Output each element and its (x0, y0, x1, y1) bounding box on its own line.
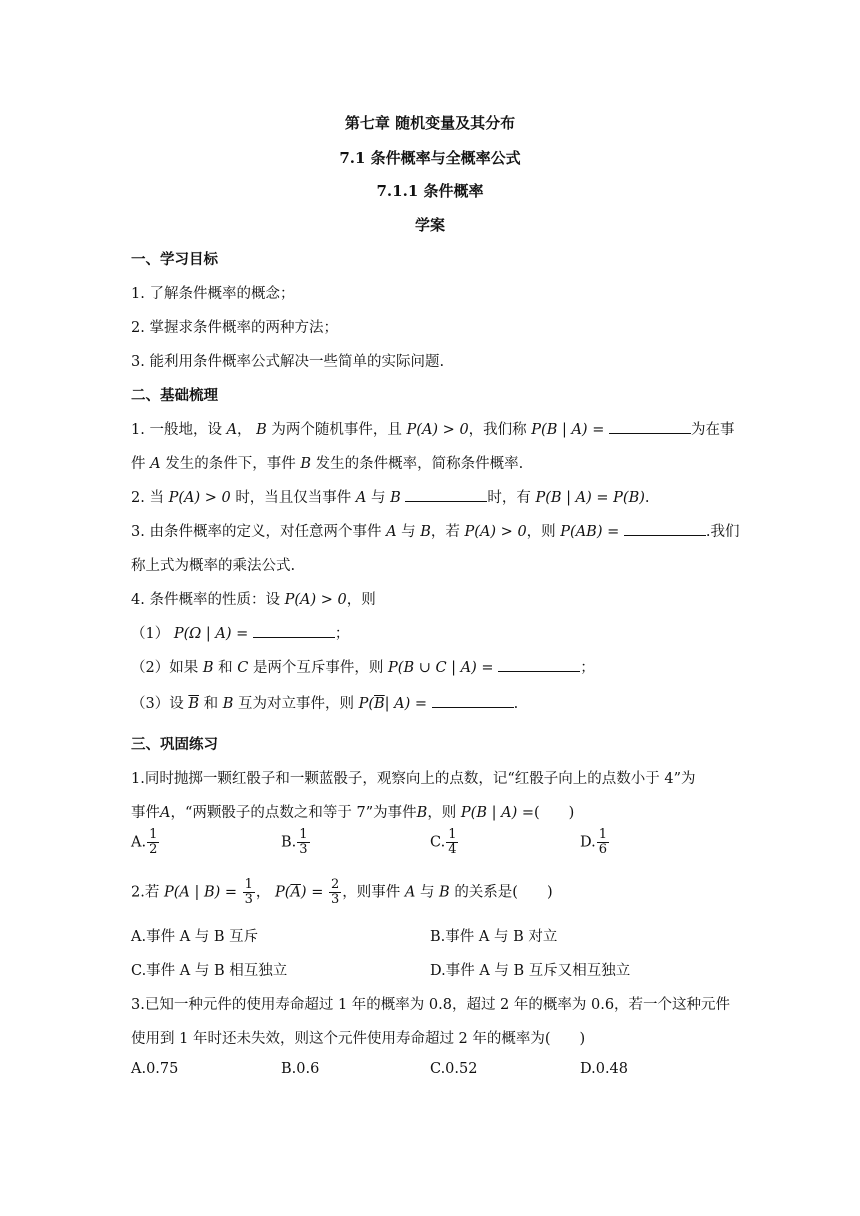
math-expr: P( (358, 696, 375, 712)
numerator: 1 (448, 827, 457, 842)
option-label: D. (580, 834, 596, 851)
text: ， (237, 422, 252, 438)
question-1-option-b[interactable] (281, 828, 311, 857)
question-3-option-a[interactable]: A.0.75 (131, 1061, 179, 1077)
doc-type-title: 学案 (414, 216, 445, 234)
text: 为在事 (690, 422, 735, 438)
math-var: A (355, 490, 367, 506)
goal-item-2: 2. 掌握求条件概率的两种方法； (131, 320, 338, 336)
text: 与 (419, 884, 435, 901)
text: 时，有 (487, 490, 531, 506)
section-title: 7.1 条件概率与全概率公式 (339, 149, 521, 167)
goal-item-3: 3. 能利用条件概率公式解决一些简单的实际问题. (131, 354, 445, 370)
math-expr: P(AB) = (560, 524, 620, 540)
goals-heading: 一、学习目标 (131, 251, 218, 268)
math-var-complement: $\overline{B}$ (188, 696, 199, 712)
math-var-complement: $\overline{B}$ (374, 696, 385, 712)
numerator: 2 (330, 877, 340, 892)
math-var: A (150, 456, 161, 472)
math-var: C (237, 660, 249, 676)
text: （3）设 (131, 696, 184, 712)
text: 互为对立事件，则 (237, 696, 354, 712)
math-expr: | A) = (384, 696, 428, 712)
option-label: B. (281, 834, 297, 851)
question-1-option-c[interactable] (430, 828, 459, 857)
text: ； (334, 626, 350, 642)
question-2-option-a[interactable]: A.事件 A 与 B 互斥 (131, 929, 259, 945)
math-var: B (300, 456, 311, 472)
basics-property-3 (131, 692, 518, 713)
text: . (513, 696, 519, 712)
numerator: 1 (244, 877, 253, 892)
math-var: B (256, 422, 267, 438)
numerator: 1 (299, 827, 308, 842)
text: 发生的条件下，事件 (165, 456, 296, 472)
question-2-option-c[interactable]: C.事件 A 与 B 相互独立 (131, 963, 288, 979)
text: ，则 (526, 524, 556, 540)
math-var: B (222, 696, 234, 712)
math-expr: P(Ω | A) = (173, 626, 249, 642)
math-var: B (439, 884, 450, 901)
basics-item-3-line-1 (131, 520, 739, 541)
subsection-title: 7.1.1 条件概率 (376, 182, 484, 200)
text: 和 (218, 660, 233, 676)
text: ， (255, 884, 271, 901)
numerator: 1 (598, 827, 607, 842)
denominator: 3 (299, 842, 308, 857)
fraction (147, 828, 159, 857)
denominator: 3 (330, 892, 340, 907)
fraction (329, 878, 341, 907)
text: 1. 一般地，设 (131, 422, 222, 438)
math-expr: P(A | B) = (163, 884, 238, 901)
basics-item-1-line-2 (131, 452, 523, 473)
text: （1） (131, 626, 170, 642)
basics-heading: 二、基础梳理 (131, 387, 218, 404)
text: 与 (371, 490, 386, 506)
text: 4. 条件概率的性质：设 (131, 592, 280, 608)
text: ，则 (346, 592, 376, 608)
text: 的关系是( ) (454, 884, 553, 901)
math-expr: P(B | A) = P(B) (535, 490, 645, 506)
denominator: 4 (448, 842, 457, 857)
math-var-complement: $\overline{A}$ (290, 884, 301, 901)
answer-blank[interactable] (498, 658, 580, 672)
fraction (597, 828, 609, 857)
question-1-line-1: 1.同时抛掷一颗红骰子和一颗蓝骰子，观察向上的点数，记“红骰子向上的点数小于 4”为 (131, 771, 696, 787)
text: 为两个随机事件，且 (271, 422, 402, 438)
question-1-option-d[interactable] (580, 828, 610, 857)
text: .我们 (705, 524, 740, 540)
question-2-stem (131, 878, 553, 907)
text: ，则事件 (342, 884, 401, 901)
math-var: A (386, 524, 397, 540)
text: ( ) (533, 805, 575, 821)
math-expr: P( (275, 884, 291, 901)
math-var: B (416, 805, 428, 821)
answer-blank[interactable] (624, 522, 706, 536)
question-2-option-d[interactable]: D.事件 A 与 B 互斥又相互独立 (430, 963, 631, 979)
question-3-line-2: 使用到 1 年时还未失效，则这个元件使用寿命超过 2 年的概率为( ) (131, 1031, 586, 1047)
text: ，若 (430, 524, 460, 540)
denominator: 6 (598, 842, 607, 857)
math-var: A (404, 884, 416, 901)
math-expr: ) = (300, 884, 324, 901)
text: 发生的条件概率，简称条件概率. (315, 456, 524, 472)
text: 2.若 (131, 884, 160, 901)
basics-item-4 (131, 588, 376, 609)
basics-item-3-line-2: 称上式为概率的乘法公式. (131, 558, 296, 574)
text: 件 (131, 456, 146, 472)
answer-blank[interactable] (609, 420, 691, 434)
answer-blank[interactable] (405, 488, 487, 502)
fraction (297, 828, 309, 857)
question-1-option-a[interactable] (131, 828, 160, 857)
question-3-option-b[interactable]: B.0.6 (281, 1061, 320, 1077)
question-3-option-d[interactable]: D.0.48 (580, 1061, 629, 1077)
basics-item-1-line-1 (131, 418, 734, 439)
option-label: A. (131, 834, 147, 851)
text: ，我们称 (468, 422, 527, 438)
text: 时，当且仅当事件 (235, 490, 352, 506)
numerator: 1 (149, 827, 158, 842)
text: ，“两颗骰子的点数之和等于 7”为事件 (170, 805, 417, 821)
math-var: A (160, 805, 171, 821)
math-expr: P(A) > 0 (464, 524, 527, 540)
practice-heading: 三、巩固练习 (131, 736, 218, 753)
text: ； (580, 660, 595, 676)
math-expr: P(A) > 0 (168, 490, 231, 506)
math-var: B (202, 660, 214, 676)
math-expr: P(B | A) = (460, 805, 534, 821)
text: 与 (401, 524, 416, 540)
option-label: C. (430, 834, 446, 851)
fraction (243, 878, 255, 907)
math-var: B (390, 490, 401, 506)
math-expr: P(B ∪ C | A) = (388, 660, 494, 676)
denominator: 3 (244, 892, 253, 907)
math-expr: P(A) > 0 (406, 422, 469, 438)
basics-property-2 (131, 656, 595, 677)
answer-blank[interactable] (253, 624, 335, 638)
basics-property-1 (131, 622, 349, 643)
text: （2）如果 (131, 660, 199, 676)
text: 是两个互斥事件，则 (252, 660, 384, 676)
question-1-line-2 (131, 801, 574, 822)
question-2-option-b[interactable]: B.事件 A 与 B 对立 (430, 929, 558, 945)
text: 事件 (131, 805, 160, 821)
math-expr: P(A) > 0 (284, 592, 347, 608)
math-expr: P(B | A) = (531, 422, 605, 438)
text: . (644, 490, 650, 506)
fraction (446, 828, 458, 857)
math-var: B (420, 524, 431, 540)
chapter-title: 第七章 随机变量及其分布 (344, 114, 516, 132)
denominator: 2 (149, 842, 158, 857)
text: 和 (203, 696, 219, 712)
text: 3. 由条件概率的定义，对任意两个事件 (131, 524, 382, 540)
answer-blank[interactable] (432, 694, 514, 708)
math-var: A (226, 422, 238, 438)
text: 2. 当 (131, 490, 164, 506)
question-3-line-1: 3.已知一种元件的使用寿命超过 1 年的概率为 0.8，超过 2 年的概率为 0.6，若一个这种元件 (131, 997, 731, 1013)
question-3-option-c[interactable]: C.0.52 (430, 1061, 478, 1077)
goal-item-1: 1. 了解条件概率的概念； (131, 286, 295, 302)
text: ，则 (427, 805, 457, 821)
basics-item-2 (131, 486, 650, 507)
